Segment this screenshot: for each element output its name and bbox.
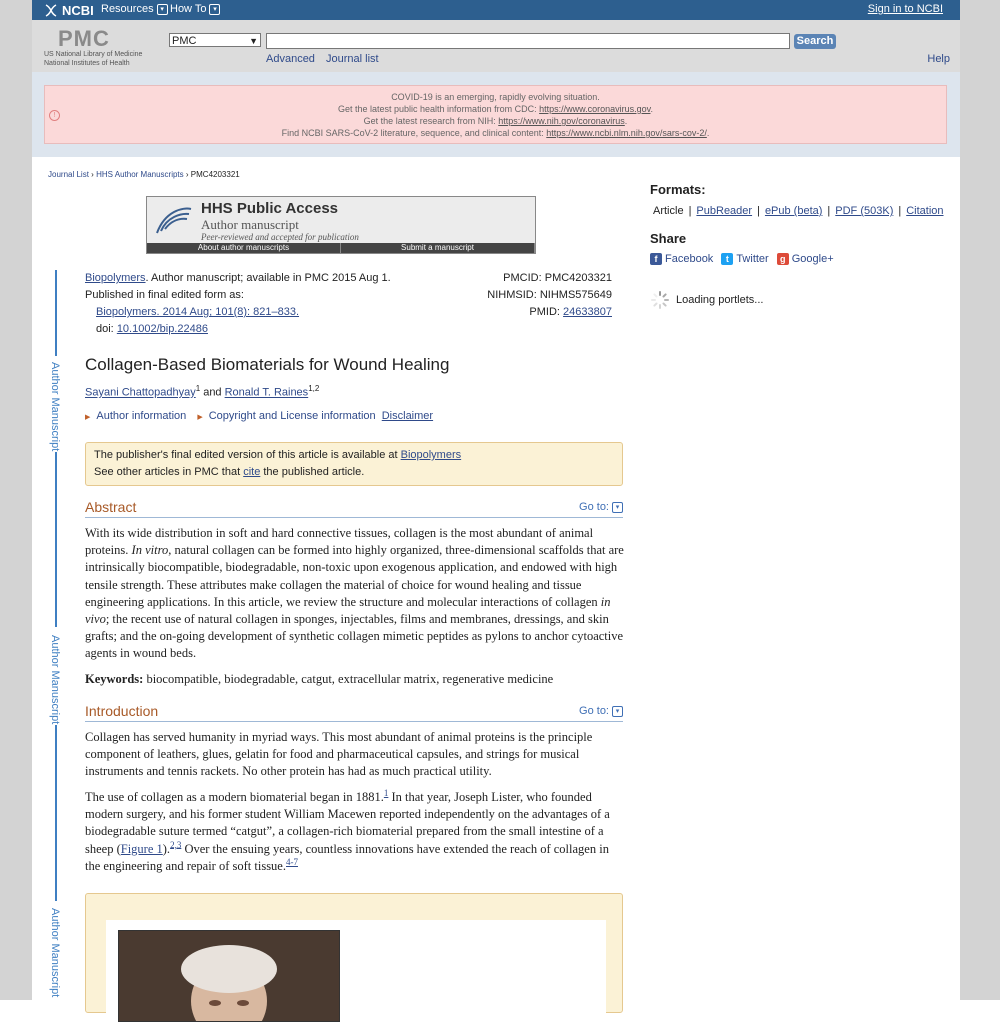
formats-separator: | <box>827 205 831 217</box>
covid-line-3 <box>45 115 946 127</box>
breadcrumb-hhs-author-manuscripts[interactable]: HHS Author Manuscripts <box>96 170 184 179</box>
portrait-illustration <box>119 931 339 1021</box>
keywords <box>85 671 625 688</box>
covid-line-4-end: . <box>706 128 710 138</box>
author-1-affiliation: 1 <box>195 384 201 393</box>
publisher-notice-line-2 <box>94 466 614 483</box>
facebook-share[interactable] <box>650 253 713 265</box>
author-manuscript-label: Author Manuscript <box>49 362 61 452</box>
about-author-manuscripts-link[interactable]: About author manuscripts <box>147 243 341 253</box>
covid-line-4-text: Find NCBI SARS-CoV-2 literature, sequence, and clinical content: <box>281 128 544 138</box>
twitter-icon: t <box>721 253 733 265</box>
breadcrumb-current: PMC4203321 <box>190 170 240 179</box>
resources-label: Resources <box>101 3 154 15</box>
sars-cov-2-link[interactable]: https://www.ncbi.nlm.nih.gov/sars-cov-2/ <box>546 128 707 138</box>
doi-link[interactable]: 10.1002/bip.22486 <box>116 323 208 335</box>
sign-in-link[interactable]: Sign in to NCBI <box>867 3 943 15</box>
author-2-affiliation: 1,2 <box>308 384 320 393</box>
right-gutter <box>960 0 1000 1000</box>
nih-line-2[interactable]: National Institutes of Health <box>44 60 130 67</box>
citation-line-1-rest: . Author manuscript; available in PMC 2015 Aug 1. <box>145 272 391 284</box>
breadcrumb <box>48 170 240 179</box>
author-manuscript-label: Author Manuscript <box>49 635 61 725</box>
pmid-line <box>529 306 612 318</box>
introduction-heading: Introduction <box>85 703 159 719</box>
formats-separator: | <box>898 205 902 217</box>
format-article: Article <box>653 205 684 217</box>
citation-line-2: Published in final edited form as: <box>85 289 244 301</box>
publisher-notice-text: The publisher's final edited version of this article is available at <box>94 449 398 461</box>
covid-line-2 <box>45 103 946 115</box>
nlm-line-1[interactable]: US National Library of Medicine <box>44 51 143 58</box>
formats-separator: | <box>688 205 692 217</box>
cite-notice-text-b: the published article. <box>263 466 365 478</box>
reference-link-1[interactable]: 1 <box>383 787 389 798</box>
cdc-link[interactable]: https://www.coronavirus.gov <box>539 104 651 114</box>
loading-label: Loading portlets... <box>676 294 764 306</box>
breadcrumb-journal-list[interactable]: Journal List <box>48 170 89 179</box>
figure-1-box <box>85 893 623 1013</box>
article-title: Collagen-Based Biomaterials for Wound Healing <box>85 355 450 374</box>
abstract-text <box>85 525 625 663</box>
intro-p2-text-d: Over the ensuing years, countless innovations have extended the reach of collagen in the engineering and repair of soft tissue. <box>85 841 609 873</box>
doi-label: doi: <box>96 323 114 335</box>
database-select[interactable] <box>169 33 261 47</box>
intro-p2-text-c: ). <box>162 841 171 856</box>
pmid-label: PMID: <box>529 306 560 318</box>
covid-line-1: COVID-19 is an emerging, rapidly evolving situation. <box>391 92 600 102</box>
introduction-heading-row <box>85 703 623 722</box>
alert-icon: ! <box>49 110 60 121</box>
triangle-right-icon: ▶ <box>197 414 203 421</box>
figure-1-link[interactable]: Figure 1 <box>120 841 163 856</box>
pmc-logo[interactable]: PMC <box>58 26 110 51</box>
covid-banner-wrap <box>32 72 960 157</box>
help-link[interactable]: Help <box>927 53 950 65</box>
copyright-license-toggle[interactable]: Copyright and License information <box>208 410 376 422</box>
triangle-right-icon: ▶ <box>85 414 91 421</box>
reference-link-4-7[interactable]: 4-7 <box>285 856 298 867</box>
share-heading: Share <box>650 231 687 246</box>
pmid-link[interactable]: 24633807 <box>563 306 612 318</box>
googleplus-label: Google+ <box>791 253 834 265</box>
format-pubreader-link[interactable]: PubReader <box>696 205 753 217</box>
covid-line-2-end: . <box>650 104 653 114</box>
author-manuscript-rule <box>55 452 57 627</box>
reference-link-2-3[interactable]: 2,3 <box>170 839 182 850</box>
citation-line-1 <box>85 272 391 284</box>
abstract-heading-row <box>85 499 623 518</box>
hhs-public-access-banner <box>146 196 536 254</box>
intro-p2-text-a: The use of collagen as a modern biomaterial began in 1881. <box>85 790 384 804</box>
howto-label: How To <box>170 3 207 15</box>
disclaimer-link[interactable]: Disclaimer <box>381 410 434 422</box>
chevron-down-icon: ▾ <box>157 4 168 15</box>
formats-list <box>653 205 944 217</box>
loading-portlets <box>650 290 763 310</box>
breadcrumb-separator: › <box>91 170 94 179</box>
googleplus-share[interactable] <box>777 253 834 265</box>
database-select-value: PMC <box>172 35 197 47</box>
publisher-version-notice <box>85 442 623 486</box>
pmc-header <box>32 20 960 72</box>
format-citation-link[interactable]: Citation <box>906 205 944 217</box>
loading-spinner-icon <box>650 290 670 310</box>
publisher-journal-link[interactable]: Biopolymers <box>400 449 462 461</box>
author-manuscript-label: Author Manuscript <box>49 908 61 998</box>
article-info-links <box>85 410 433 422</box>
introduction-paragraph-1: Collagen has served humanity in myriad ways. This most abundant of animal proteins is the principle component of leathers, glues, gelatin for food and pharmaceutical capsules, and strings for musical instruments and tennis rackets. No other protein has had as much practical utility. <box>85 730 593 779</box>
cite-link[interactable]: cite <box>243 466 261 478</box>
introduction-goto[interactable] <box>579 705 623 717</box>
twitter-label: Twitter <box>736 253 769 265</box>
keywords-list: biocompatible, biodegradable, catgut, extracellular matrix, regenerative medicine <box>146 672 554 686</box>
authors <box>85 384 319 399</box>
author-information-toggle[interactable]: Author information <box>96 410 187 422</box>
nih-link[interactable]: https://www.nih.gov/coronavirus <box>498 116 625 126</box>
covid-line-4 <box>45 127 946 139</box>
howto-menu[interactable] <box>170 3 220 15</box>
goto-label: Go to: <box>579 705 609 717</box>
left-gutter <box>0 0 32 1000</box>
abstract-goto[interactable] <box>579 501 623 513</box>
intro-p2-text-b: In that year, Joseph Lister, who founded modern surgery, and his former student William Macewen reported independently on the advantages of a biodegradable suture termed “catgut”, a collagen-rich biomaterial prepared from the small intestine of a sheep ( <box>85 790 610 856</box>
search-button[interactable]: Search <box>794 34 836 49</box>
resources-menu[interactable] <box>101 3 168 15</box>
covid-line-3-end: . <box>624 116 628 126</box>
journal-list-link[interactable]: Journal list <box>326 53 379 65</box>
abstract-in-vitro: In vitro <box>131 543 169 558</box>
chevron-down-icon: ▼ <box>249 36 258 46</box>
covid-line-2-text: Get the latest public health information from CDC: <box>337 104 537 114</box>
doi-line <box>96 323 208 335</box>
author-manuscript-rule <box>55 270 57 356</box>
pmcid: PMCID: PMC4203321 <box>503 272 612 284</box>
author-link-2[interactable]: Ronald T. Raines <box>224 386 309 399</box>
hhs-eagle-logo-icon <box>153 203 195 239</box>
final-citation-link[interactable]: Biopolymers. 2014 Aug; 101(8): 821–833. <box>96 306 300 318</box>
breadcrumb-separator: › <box>185 170 189 179</box>
share-links <box>650 253 834 265</box>
googleplus-icon: g <box>777 253 789 265</box>
ncbi-logo[interactable] <box>44 3 94 18</box>
ncbi-top-bar <box>32 0 960 20</box>
hhs-title: HHS Public Access <box>201 200 338 217</box>
hhs-subtitle: Author manuscript <box>201 217 299 232</box>
keywords-label: Keywords: <box>85 672 144 686</box>
abstract-text-a: With its wide distribution in soft and hard connective tissues, collagen is the most abundant of animal proteins. <box>85 526 594 558</box>
figure-1-image[interactable] <box>118 930 340 1022</box>
goto-label: Go to: <box>579 501 609 513</box>
facebook-label: Facebook <box>665 253 714 265</box>
facebook-icon: f <box>650 253 662 265</box>
search-input[interactable] <box>266 33 790 49</box>
author-manuscript-rule <box>55 725 57 901</box>
ncbi-helix-icon <box>44 4 58 17</box>
formats-heading: Formats: <box>650 182 706 197</box>
chevron-down-icon: ▾ <box>612 706 623 717</box>
chevron-down-icon: ▾ <box>612 502 623 513</box>
introduction-paragraph-2 <box>85 789 625 875</box>
abstract-text-c: ; the recent use of natural collagen in sponges, injectables, films and membranes, dressings, and skin grafts; and the on-going development of synthetic collagen mimetic peptides as pylons to anchor cytoactive agents in wound beds. <box>85 612 624 661</box>
covid-line-3-text: Get the latest research from NIH: <box>363 116 496 126</box>
citation-line-3 <box>96 306 299 318</box>
submit-manuscript-link[interactable]: Submit a manuscript <box>341 243 535 253</box>
hhs-banner-links <box>147 243 535 253</box>
format-pdf-link[interactable]: PDF (503K) <box>835 205 894 217</box>
nihmsid: NIHMSID: NIHMS575649 <box>487 289 612 301</box>
covid-banner <box>44 85 947 144</box>
ncbi-logo-text: NCBI <box>62 3 94 18</box>
abstract-text-b: , natural collagen can be formed into highly organized, three-dimensional scaffolds that are intrinsically biocompatible, biodegradable, non-toxic upon exogenous application, and endowed with high tensile strength. These attributes make collagen the material of choice for wound healing and tissue engineering applications. In this article, we review the structure and molecular interactions of collagen <box>85 543 624 609</box>
format-epub-link[interactable]: ePub (beta) <box>764 205 823 217</box>
formats-separator: | <box>757 205 760 217</box>
advanced-search-link[interactable]: Advanced <box>266 53 315 65</box>
cite-notice-text-a: See other articles in PMC that <box>94 466 241 478</box>
author-link-1[interactable]: Sayani Chattopadhyay <box>85 386 196 399</box>
chevron-down-icon: ▾ <box>209 4 220 15</box>
abstract-heading: Abstract <box>85 499 137 515</box>
publisher-notice-line-1 <box>94 449 614 466</box>
twitter-share[interactable] <box>721 253 768 265</box>
journal-link[interactable]: Biopolymers <box>85 272 146 284</box>
abstract-in-vivo: in vivo <box>85 594 611 627</box>
authors-and: and <box>200 386 225 399</box>
hhs-peer-note: Peer-reviewed and accepted for publication <box>201 232 359 242</box>
